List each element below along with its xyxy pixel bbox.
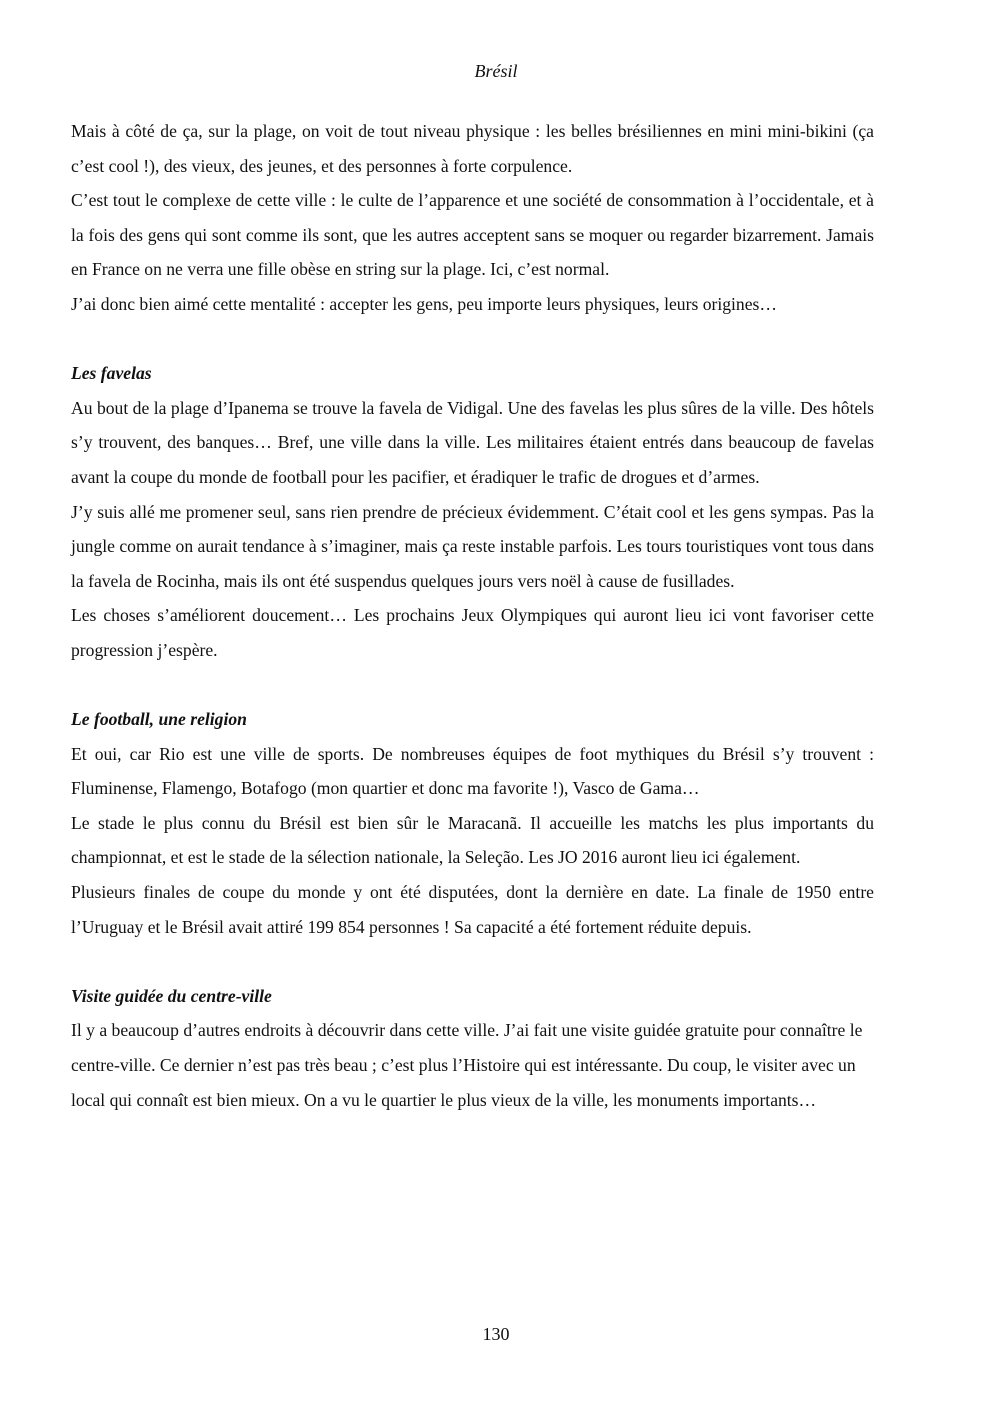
football-paragraph-2: Le stade le plus connu du Brésil est bien sûr le Maracanã. Il accueille les matchs les plus importants du championnat, et est le stade de la sélection nationale, la Seleção. Les JO 2016 auront lieu ici également. — [71, 812, 874, 868]
section-heading-favelas: Les favelas — [71, 363, 152, 384]
favelas-paragraph-2: J’y suis allé me promener seul, sans rien prendre de précieux évidemment. C’était cool et les gens sympas. Pas la jungle comme on aurait tendance à s’imaginer, mais ça reste instable parfois. Les tours touristiques vont tous dans la favela de Rocinha, mais ils ont été suspendus quelques jours vers noël à cause de fusillades. — [71, 501, 875, 591]
section-heading-football: Le football, une religion — [71, 709, 247, 730]
running-header: Brésil — [474, 61, 518, 81]
favelas-paragraph-1: Au bout de la plage d’Ipanema se trouve la favela de Vidigal. Une des favelas les plus sûres de la ville. Des hôtels s’y trouvent, des banques… Bref, une ville dans la ville. Les militaires étaient entrés dans beaucoup de favelas avant la coupe du monde de football pour les pacifier, et éradiquer le trafic de drogues et d’armes. — [71, 397, 874, 487]
football-paragraph-3: Plusieurs finales de coupe du monde y ont été disputées, dont la dernière en date. La finale de 1950 entre l’Uruguay et le Brésil avait attiré 199 854 personnes ! Sa capacité a été fortement réduite depuis. — [71, 882, 874, 937]
football-paragraph-1: Et oui, car Rio est une ville de sports. De nombreuses équipes de foot mythiques du Brésil s’y trouvent : Fluminense, Flamengo, Botafogo (mon quartier et donc ma favorite !), Vasco de Gama… — [71, 743, 874, 799]
visite-paragraph-1: Il y a beaucoup d’autres endroits à découvrir dans cette ville. J’ai fait une visite guidée gratuite pour connaître le centre-ville. Ce dernier n’est pas très beau ; c’est plus l’Histoire qui est intéressante. Du coup, le visiter avec un local qui connaît est bien mieux. On a vu le quartier le plus vieux de la ville, les monuments importants… — [71, 1020, 863, 1110]
intro-paragraph-3: J’ai donc bien aimé cette mentalité : accepter les gens, peu importe leurs physiques, leurs origines… — [71, 293, 777, 314]
intro-paragraph-2: C’est tout le complexe de cette ville : le culte de l’apparence et une société de consommation à l’occidentale, et à la fois des gens qui sont comme ils sont, que les autres acceptent sans se moquer ou regarder bizarrement. Jamais en France on ne verra une fille obèse en string sur la plage. Ici, c’est normal. — [71, 190, 874, 280]
intro-paragraph-1: Mais à côté de ça, sur la plage, on voit de tout niveau physique : les belles brésiliennes en mini mini-bikini (ça c’est cool !), des vieux, des jeunes, et des personnes à forte corpulence. — [71, 121, 874, 176]
page-number: 130 — [482, 1324, 510, 1344]
section-heading-visite: Visite guidée du centre-ville — [71, 985, 272, 1006]
page-body — [71, 114, 874, 1117]
favelas-paragraph-3: Les choses s’améliorent doucement… Les prochains Jeux Olympiques qui auront lieu ici vont favoriser cette progression j’espère. — [71, 605, 874, 660]
